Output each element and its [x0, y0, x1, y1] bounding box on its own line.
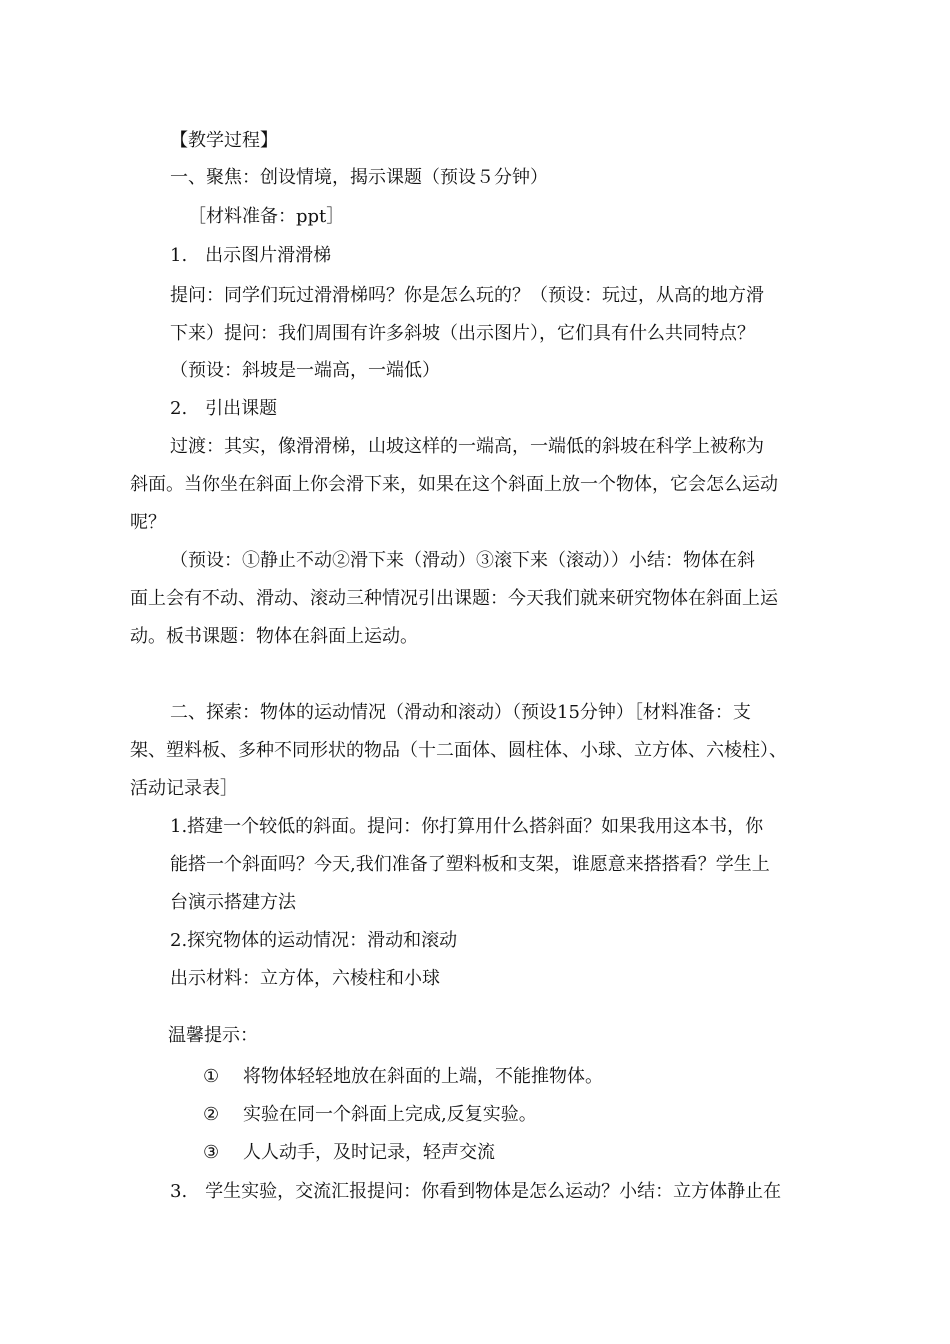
section-2-line-2: 架、塑料板、多种不同形状的物品（十二面体、圆柱体、小球、立方体、六棱柱）、: [130, 740, 787, 761]
preset-line-1: （预设：①静止不动②滑下来（滑动）③滚下来（滚动））小结：物体在斜: [170, 550, 755, 571]
process-heading: 【教学过程】: [170, 130, 278, 151]
tip-number: ①: [203, 1066, 220, 1087]
section-2-line-3: 活动记录表］: [130, 778, 238, 799]
transition-line-3: 呢？: [130, 512, 166, 533]
step-3: 3. 学生实验，交流汇报提问：你看到物体是怎么运动？小结：立方体静止在: [170, 1181, 782, 1202]
tip-item: [203, 1102, 537, 1128]
tip-item: [203, 1064, 603, 1090]
tip-text: 将物体轻轻地放在斜面的上端，不能推物体。: [243, 1066, 603, 1087]
step-1-line-3: 台演示搭建方法: [170, 892, 296, 913]
tip-text: 实验在同一个斜面上完成,反复实验。: [243, 1104, 537, 1125]
question-line-3: （预设：斜坡是一端高，一端低）: [170, 360, 440, 381]
item-2: 2. 引出课题: [170, 398, 278, 419]
tips-title: 温馨提示：: [168, 1025, 258, 1046]
tip-number: ③: [203, 1142, 220, 1163]
section-2-line-1: 二、探索：物体的运动情况（滑动和滚动）（预设15分钟）［材料准备：支: [170, 702, 751, 723]
transition-line-1: 过渡：其实，像滑滑梯，山坡这样的一端高，一端低的斜坡在科学上被称为: [170, 436, 764, 457]
step-1-line-2: 能搭一个斜面吗？今天,我们准备了塑料板和支架，谁愿意来搭搭看？学生上: [170, 854, 770, 875]
section-1-materials: ［材料准备：ppt］: [188, 206, 345, 227]
item-1: 1. 出示图片滑滑梯: [170, 245, 332, 266]
section-1-title: 一、聚焦：创设情境，揭示课题（预设５分钟）: [170, 167, 548, 188]
preset-line-2: 面上会有不动、滑动、滚动三种情况引出课题：今天我们就来研究物体在斜面上运: [130, 588, 778, 609]
preset-line-3: 动。板书课题：物体在斜面上运动。: [130, 626, 418, 647]
tip-text: 人人动手，及时记录，轻声交流: [243, 1142, 495, 1163]
tip-item: [203, 1140, 495, 1166]
step-2: 2.探究物体的运动情况：滑动和滚动: [170, 930, 458, 951]
transition-line-2: 斜面。当你坐在斜面上你会滑下来，如果在这个斜面上放一个物体，它会怎么运动: [130, 474, 778, 495]
tip-number: ②: [203, 1104, 220, 1125]
step-2-materials: 出示材料：立方体，六棱柱和小球: [170, 968, 440, 989]
question-line-2: 下来）提问：我们周围有许多斜坡（出示图片），它们具有什么共同特点？: [170, 323, 755, 344]
step-1-line-1: 1.搭建一个较低的斜面。提问：你打算用什么搭斜面？如果我用这本书，你: [170, 816, 764, 837]
question-line-1: 提问：同学们玩过滑滑梯吗？你是怎么玩的？（预设：玩过，从高的地方滑: [170, 285, 764, 306]
